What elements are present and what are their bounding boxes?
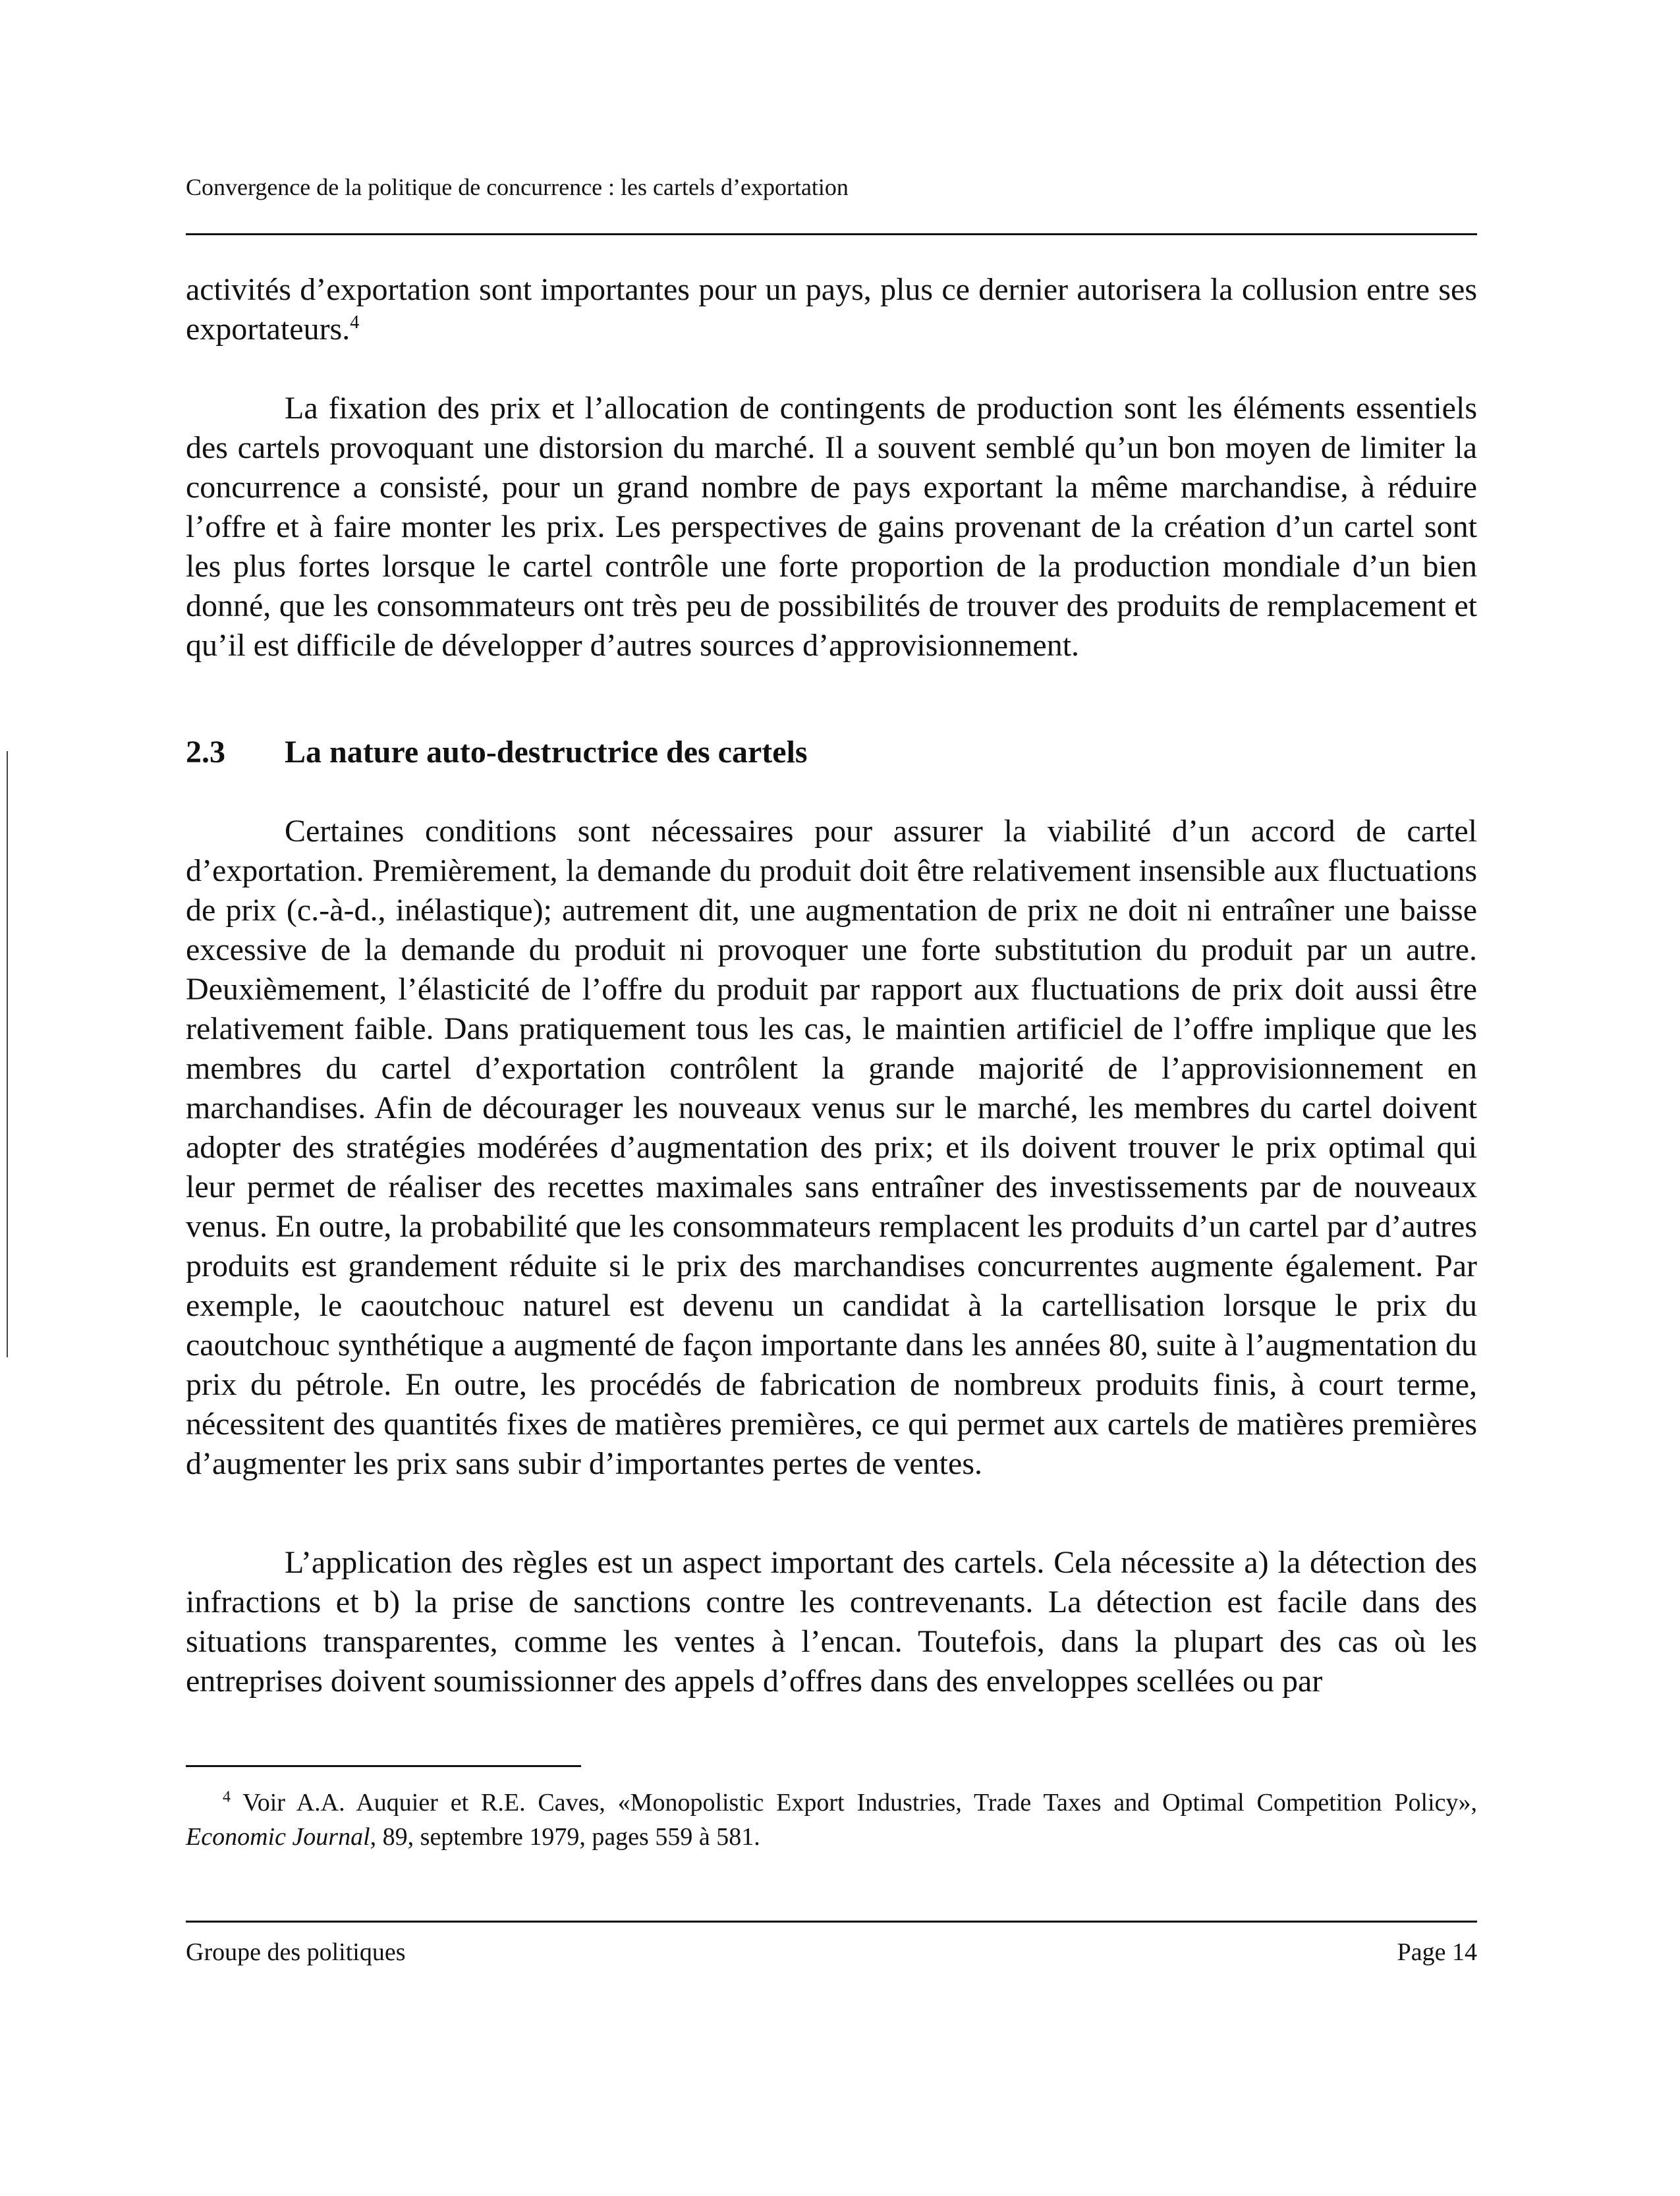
scan-margin-line bbox=[7, 751, 8, 1357]
paragraph-conditions bbox=[186, 812, 1477, 1484]
paragraph-text: activités d’exportation sont importantes pour un pays, plus ce dernier autorisera la collusion entre ses exportateurs. bbox=[186, 272, 1477, 347]
footnote-text-after: , 89, septembre 1979, pages 559 à 581. bbox=[370, 1823, 760, 1851]
page-number: Page 14 bbox=[1397, 1938, 1477, 1966]
section-title: La nature auto-destructrice des cartels bbox=[285, 735, 808, 770]
paragraph-text: Certaines conditions sont nécessaires pour assurer la viabilité d’un accord de cartel d’exportation. Premièrement, la demande du produit doit être relativement insensible aux fluctuations de prix (c.-à-d., inélastique); autrement dit, une augmentation de prix ne doit ni entraîner une baisse excessive de la demande du produit ni provoquer une forte substitution du produit par un autre. Deuxièmement, l’élasticité de l’offre du produit par rapport aux fluctuations de prix doit aussi être relativement faible. Dans pratiquement tous les cas, le maintien artificiel de l’offre implique que les membres du cartel d’exportation contrôlent la grande majorité de l’approvisionnement en marchandises. Afin de décourager les nouveaux venus sur le marché, les membres du cartel doivent adopter des stratégies modérées d’augmentation des prix; et ils doivent trouver le prix optimal qui leur permet de réaliser des recettes maximales sans entraîner des investissements par de nouveaux venus. En outre, la probabilité que les consommateurs remplacent les produits d’un cartel par d’autres produits est grandement réduite si le prix des marchandises concurrentes augmente également. Par exemple, le caoutchouc naturel est devenu un candidat à la cartellisation lorsque le prix du caoutchouc synthétique a augmenté de façon importante dans les années 80, suite à l’augmentation du prix du pétrole. En outre, les procédés de fabrication de nombreux produits finis, à court terme, nécessitent des quantités fixes de matières premières, ce qui permet aux cartels de matières premières d’augmenter les prix sans subir d’importantes pertes de ventes. bbox=[186, 814, 1477, 1481]
header-rule bbox=[186, 233, 1477, 235]
footer-group-name: Groupe des politiques bbox=[186, 1938, 406, 1966]
footnote-separator bbox=[186, 1765, 581, 1767]
paragraph-text: L’application des règles est un aspect important des cartels. Cela nécessite a) la détection des infractions et b) la prise de sanctions contre les contrevenants. La détection est facile dans des situations transparentes, comme les ventes à l’encan. Toutefois, dans la plupart des cas où les entreprises doivent soumissionner des appels d’offres dans des enveloppes scellées ou par bbox=[186, 1545, 1477, 1699]
footnote-reference: 4 bbox=[350, 312, 360, 333]
paragraph-text: La fixation des prix et l’allocation de contingents de production sont les éléments essentiels des cartels provoquant une distorsion du marché. Il a souvent semblé qu’un bon moyen de limiter la concurrence a consisté, pour un grand nombre de pays exportant la même marchandise, à réduire l’offre et à faire monter les prix. Les perspectives de gains provenant de la création d’un cartel sont les plus fortes lorsque le cartel contrôle une forte proportion de la production mondiale d’un bien donné, que les consommateurs ont très peu de possibilités de trouver des produits de remplacement et qu’il est difficile de développer d’autres sources d’approvisionnement. bbox=[186, 391, 1477, 663]
paragraph-enforcement bbox=[186, 1543, 1477, 1701]
footnote-text-before: Voir A.A. Auquier et R.E. Caves, «Monopolistic Export Industries, Trade Taxes and Optimal Competition Policy», bbox=[231, 1789, 1477, 1816]
paragraph-price-fixing bbox=[186, 389, 1477, 665]
section-heading bbox=[186, 733, 808, 772]
running-header: Convergence de la politique de concurrence : les cartels d’exportation bbox=[186, 174, 849, 200]
footnote bbox=[186, 1786, 1477, 1854]
footnote-journal: Economic Journal bbox=[186, 1823, 370, 1851]
section-number: 2.3 bbox=[186, 735, 225, 770]
footnote-number: 4 bbox=[223, 1788, 231, 1806]
footer-rule bbox=[186, 1921, 1477, 1923]
paragraph-continuation bbox=[186, 270, 1477, 349]
